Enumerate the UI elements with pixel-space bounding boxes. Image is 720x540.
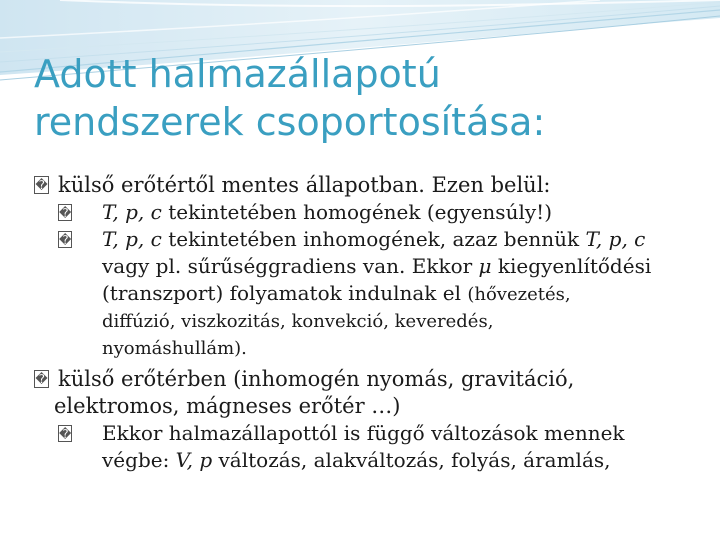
- subbullet-inhomogeneous: [58, 226, 706, 362]
- title-line-2: rendszerek csoportosítása:: [34, 100, 546, 144]
- homogeneous-text: tekintetében homogének (egyensúly!): [161, 200, 552, 224]
- inhomogeneous-text: tekintetében inhomogének, azaz bennük: [161, 227, 586, 251]
- gradient-text: vagy pl. sűrűséggradiens van. Ekkor: [102, 254, 479, 278]
- inhomogeneous-variables-2: T, p, c: [585, 227, 646, 251]
- changes-variables: V, p: [175, 448, 213, 472]
- bullet-square-icon: �: [59, 206, 72, 220]
- transport-examples-1: (hővezetés,: [467, 284, 571, 305]
- external-field-line-2: elektromos, mágneses erőtér …): [54, 394, 401, 418]
- bullet-square-icon: �: [35, 178, 48, 192]
- homogeneous-variables: T, p, c: [102, 200, 162, 224]
- bullet-square-icon: �: [59, 427, 72, 441]
- bullet-no-field: [34, 172, 706, 199]
- inhomogeneous-variables: T, p, c: [102, 227, 162, 251]
- bullet-square-icon: �: [35, 372, 48, 386]
- bullet-external-field: [34, 366, 706, 420]
- changes-line-2a: végbe:: [102, 448, 176, 472]
- changes-line-1: Ekkor halmazállapottól is függő változások mennek: [102, 421, 625, 445]
- slide-body: [34, 172, 706, 474]
- external-field-line-1: külső erőtérben (inhomogén nyomás, gravitáció,: [58, 367, 575, 391]
- equalization-text: kiegyenlítődési: [491, 254, 652, 278]
- transport-text: (transzport) folyamatok indulnak el: [102, 281, 468, 305]
- changes-line-2b: változás, alakváltozás, folyás, áramlás,: [212, 448, 611, 472]
- bullet-square-icon: �: [59, 233, 72, 247]
- transport-examples-2: diffúzió, viszkozitás, konvekció, keveredés,: [102, 311, 494, 332]
- slide-title: [34, 50, 694, 146]
- subbullet-changes: [58, 420, 706, 474]
- subbullet-homogeneous: [58, 199, 706, 226]
- bullet-no-field-text: külső erőtértől mentes állapotban. Ezen belül:: [58, 173, 551, 197]
- title-line-1: Adott halmazállapotú: [34, 52, 441, 96]
- transport-examples-3: nyomáshullám).: [102, 338, 247, 359]
- chemical-potential-symbol: μ: [478, 254, 492, 278]
